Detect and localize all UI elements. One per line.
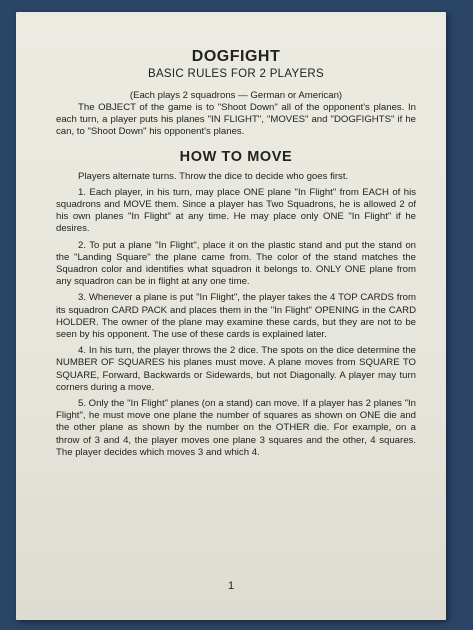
document-subtitle: BASIC RULES FOR 2 PLAYERS: [147, 68, 324, 80]
document-title: DOGFIGHT: [191, 48, 281, 65]
rule-paragraph-5: 5. Only the "In Flight" planes (on a stand) can move. If a player has 2 planes "In Flight", he must move one plane the number of squares as shown on ONE die and the other plane as shown by the number on the OTHER die. For example, on a throw of 3 and 4, the player moves one plane 3 squares and the other, 4 squares. The player decides which moves 3 and which 4.: [56, 398, 416, 458]
intro-paragraph: Players alternate turns. Throw the dice to decide who goes first.: [78, 170, 349, 182]
object-paragraph: The OBJECT of the game is to "Shoot Down" all of the opponent's planes. In each turn, a player puts his planes "IN FLIGHT", "MOVES" and "DOGFIGHTS" if he can, to "Shoot Down" his opponent's planes.: [56, 102, 416, 138]
rule-paragraph-2: 2. To put a plane "In Flight", place it on the plastic stand and put the stand on the "Landing Square" the plane came from. The color of the stand matches the Squadron color and identifies what squadron it belongs to. ONLY ONE plane from any squadron can be in flight at any one time.: [56, 239, 416, 288]
rule-paragraph-3: 3. Whenever a plane is put "In Flight", the player takes the 4 TOP CARDS from its squadron CARD PACK and places them in the "In Flight" OPENING in the CARD HOLDER. The owner of the plane may examine these cards, but they are not to be seen by his opponent. The use of these cards is explained later.: [56, 292, 416, 341]
rule-page: [16, 12, 446, 620]
rule-paragraph-1: 1. Each player, in his turn, may place ONE plane "In Flight" from EACH of his squadrons and MOVE them. Since a player has Two Squadrons, he is allowed 2 of his own planes "In Flight" at any time. He may place only ONE "In Flight" if he desires.: [56, 186, 416, 235]
section-heading: HOW TO MOVE: [179, 148, 293, 165]
page-number: 1: [227, 580, 235, 592]
rule-paragraph-4: 4. In his turn, the player throws the 2 dice. The spots on the dice determine the NUMBER OF SQUARES his planes must move. A plane moves from SQUARE TO SQUARE, Forward, Backwards or Sidewards, but not Diagonally. A player may turn corners during a move.: [56, 345, 416, 393]
players-note: (Each plays 2 squadrons — German or American): [129, 90, 343, 101]
